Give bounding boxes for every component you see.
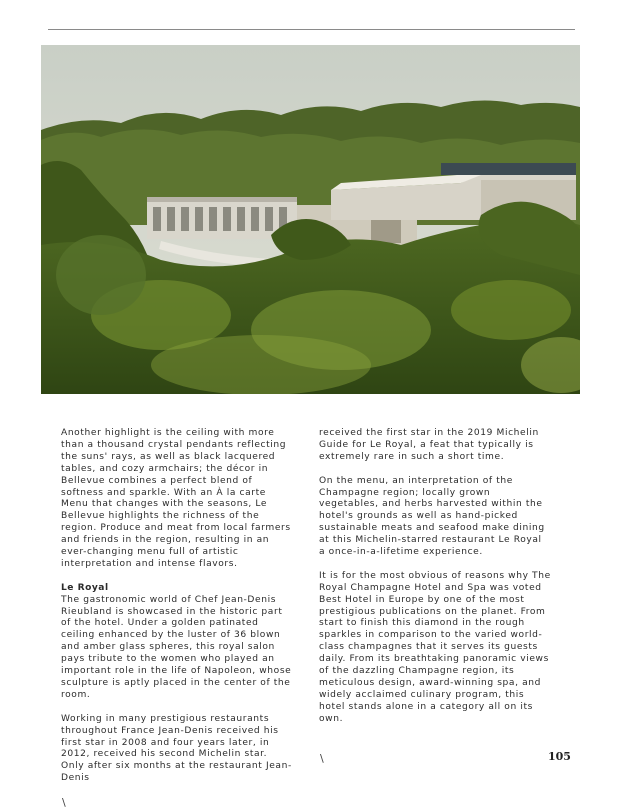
section-heading-le-royal: Le Royal xyxy=(61,582,109,593)
article-column-right xyxy=(319,428,551,738)
right-paragraph-1: received the first star in the 2019 Michelin Guide for Le Royal, a feat that typically is extremely rare in such a short time. xyxy=(319,428,539,462)
footer-mark-left: \ xyxy=(62,796,66,809)
hotel-photo xyxy=(41,45,580,394)
article-column-left xyxy=(61,428,293,797)
left-paragraph-1: Another highlight is the ceiling with more than a thousand crystal pendants reflecting the suns' rays, as well as black lacquered tables, and cozy armchairs; the décor in Bellevue combines a perfect blend of softness and sparkle. With an À la carte Menu that changes with the seasons, Le Bellevue highlights the richness of the region. Produce and meat from local farmers and friends in the region, resulting in an ever-changing menu full of artistic interpretation and intense flavors. xyxy=(61,428,291,569)
left-subsection xyxy=(61,583,293,595)
left-paragraph-2: The gastronomic world of Chef Jean-Denis Rieubland is showcased in the historic part of the hotel. Under a golden patinated ceiling enhanced by the luster of 36 blown and amber glass spheres, this royal salon pays tribute to the women who played an important role in the life of Napoleon, whose sculpture is aptly placed in the center of the room. xyxy=(61,594,292,700)
right-paragraph-3: It is for the most obvious of reasons why The Royal Champagne Hotel and Spa was voted Best Hotel in Europe by one of the most prestigious publications on the planet. From start to finish this diamond in the rough sparkles in comparison to the varied world-class champagnes that it serves its guests daily. From its breathtaking panoramic views of the dazzling Champagne region, its meticulous design, award-winning spa, and widely acclaimed culinary program, this hotel stands alone in a category all on its own. xyxy=(319,570,551,724)
page-number: 105 xyxy=(548,750,571,763)
left-paragraph-3: Working in many prestigious restaurants throughout France Jean-Denis received his first star in 2008 and four years later, in 2012, received his second Michelin star. Only after six months at the restaurant Jean-Denis xyxy=(61,713,292,784)
right-paragraph-2: On the menu, an interpretation of the Champagne region; locally grown vegetables, and herbs harvested within the hotel's grounds as well as hand-picked sustainable meats and seafood make dining at this Michelin-starred restaurant Le Royal a once-in-a-lifetime experience. xyxy=(319,475,545,558)
hotel-landscape-image xyxy=(41,45,580,394)
footer-mark-right: \ xyxy=(320,752,324,765)
top-divider xyxy=(48,29,575,30)
